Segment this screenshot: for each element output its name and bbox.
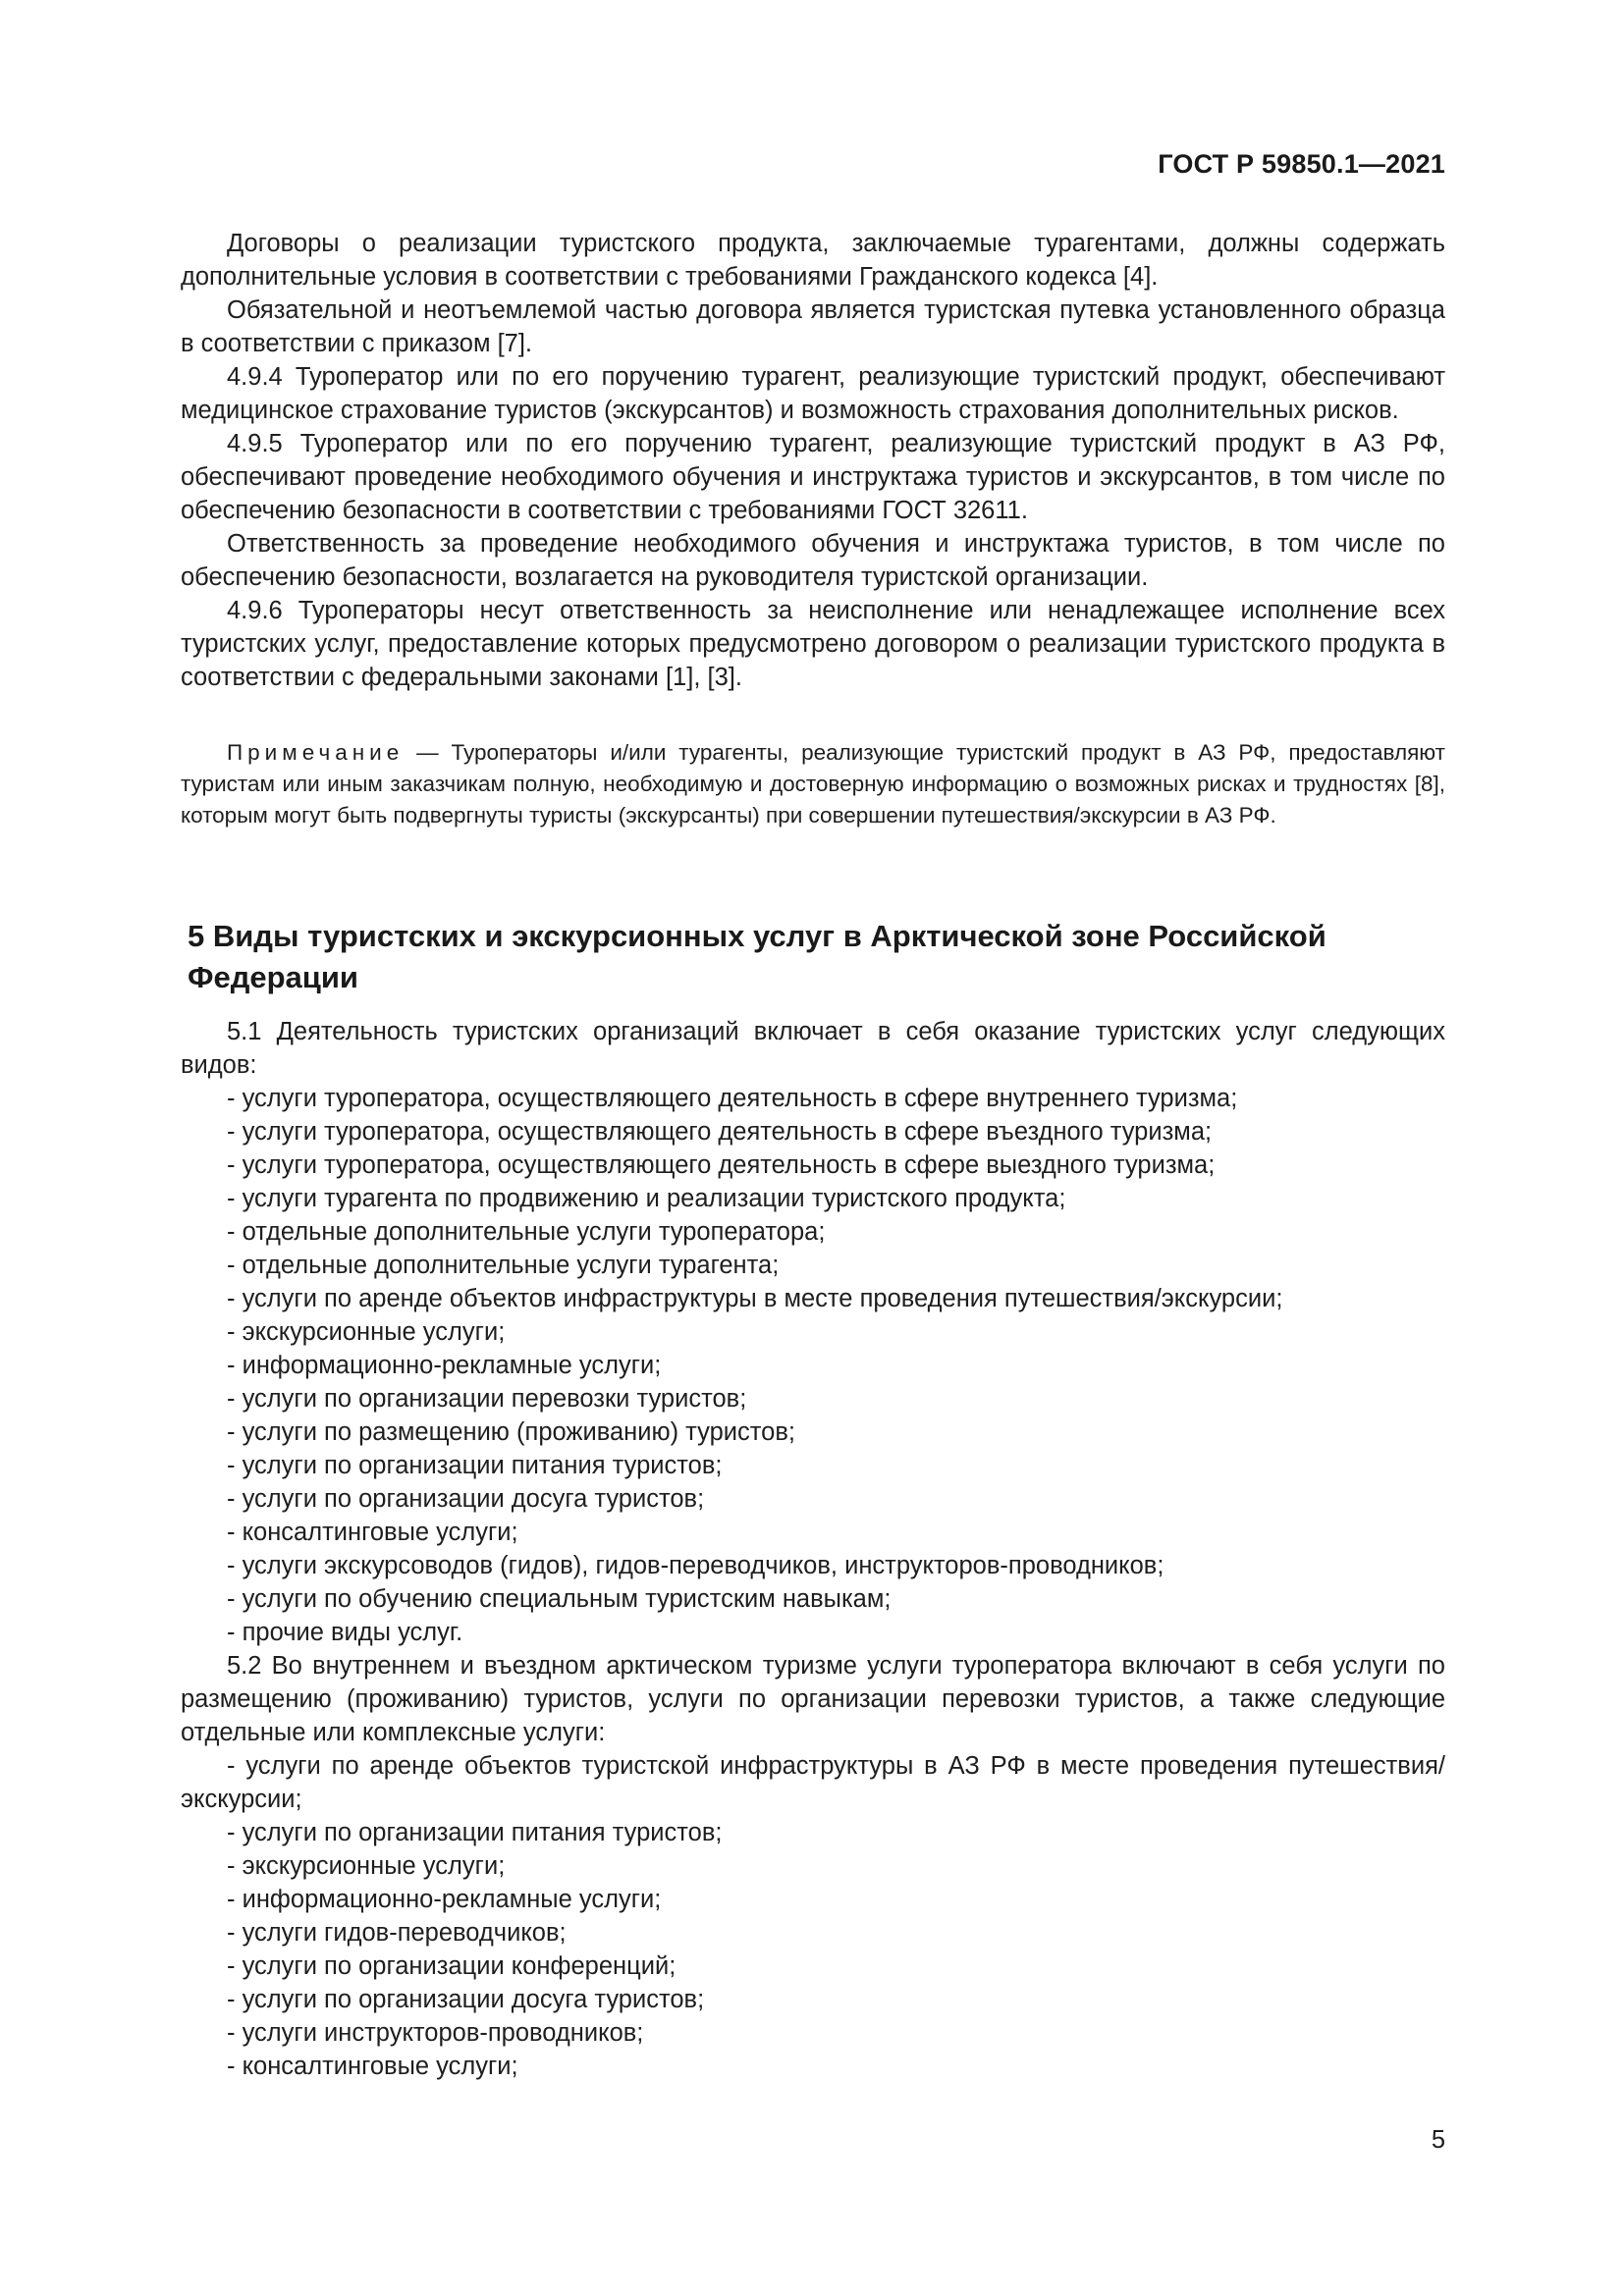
list-item: - услуги по организации перевозки туристов; <box>227 1385 747 1413</box>
list-item: - услуги по аренде объектов инфраструктуры в месте проведения путешествия/экскурсии; <box>227 1285 1283 1312</box>
section-5-body <box>181 1015 1445 2083</box>
note-text: — Туроператоры и/или турагенты, реализующие туристский продукт в АЗ РФ, предоставляют туристам или иным заказчикам полную, необходимую и достоверную информацию о возможных рисках и трудностях [8], которым могут быть подвергнуты туристы (экскурсанты) при совершении путешествия/экскурсии в АЗ РФ. <box>181 740 1445 828</box>
list-item: - услуги по организации досуга туристов; <box>227 1986 705 2013</box>
list-item: - услуги турагента по продвижению и реализации туристского продукта; <box>227 1185 1066 1212</box>
list-item: - услуги по аренде объектов туристской инфраструктуры в АЗ РФ в месте проведения путешествия/экскурсии; <box>181 1752 1445 1813</box>
list-item: - услуги по организации питания туристов; <box>227 1452 723 1479</box>
list-item: - услуги по организации досуга туристов; <box>227 1485 705 1513</box>
paragraph: 4.9.5 Туроператор или по его поручению турагент, реализующие туристский продукт в АЗ РФ, обеспечивают проведение необходимого обучения и инструктажа туристов и экскурсантов, в том числе по обеспечению безопасности в соответствии с требованиями ГОСТ 32611. <box>181 430 1445 524</box>
clause-4-9-text <box>181 227 1445 694</box>
list-item: - услуги по организации питания туристов; <box>227 1819 723 1846</box>
list-item: - услуги по организации конференций; <box>227 1952 677 1980</box>
list-item: - услуги туроператора, осуществляющего деятельность в сфере выездного туризма; <box>227 1151 1216 1179</box>
list-item: - отдельные дополнительные услуги туроператора; <box>227 1218 826 1246</box>
list-item: - экскурсионные услуги; <box>227 1852 506 1880</box>
paragraph: Ответственность за проведение необходимого обучения и инструктажа туристов, в том числе по обеспечению безопасности, возлагается на руководителя туристской организации. <box>181 530 1445 591</box>
list-item: - консалтинговые услуги; <box>227 2053 518 2080</box>
list-item: - услуги гидов-переводчиков; <box>227 1919 567 1947</box>
tour-operator-services-list <box>181 1749 1445 2083</box>
list-item: - услуги туроператора, осуществляющего деятельность в сфере внутреннего туризма; <box>227 1085 1238 1112</box>
list-item: - консалтинговые услуги; <box>227 1519 518 1546</box>
list-item: - отдельные дополнительные услуги турагента; <box>227 1252 780 1279</box>
section-heading: 5 Виды туристских и экскурсионных услуг в Арктической зоне Российской Федерации <box>188 919 1326 994</box>
page-number: 5 <box>1431 2126 1445 2154</box>
note-label: Примечание <box>227 740 405 765</box>
document-header: ГОСТ Р 59850.1—2021 <box>1158 149 1445 179</box>
list-item: - экскурсионные услуги; <box>227 1318 506 1346</box>
list-item: - услуги туроператора, осуществляющего деятельность в сфере въездного туризма; <box>227 1118 1213 1146</box>
paragraph: Договоры о реализации туристского продукта, заключаемые турагентами, должны содержать дополнительные условия в соответствии с требованиями Гражданского кодекса [4]. <box>181 230 1445 291</box>
list-item: - услуги по обучению специальным туристским навыкам; <box>227 1585 892 1613</box>
paragraph: 4.9.4 Туроператор или по его поручению турагент, реализующие туристский продукт, обеспечивают медицинское страхование туристов (экскурсантов) и возможность страхования дополнительных рисков. <box>181 363 1445 424</box>
list-item: - услуги инструкторов-проводников; <box>227 2019 644 2047</box>
list-item: - услуги по размещению (проживанию) туристов; <box>227 1418 795 1446</box>
paragraph-5-2: 5.2 Во внутреннем и въездном арктическом туризме услуги туроператора включают в себя услуги по размещению (проживанию) туристов, услуги по организации перевозки туристов, а также следующие отдельные или комплексные услуги: <box>181 1652 1445 1746</box>
paragraph: 4.9.6 Туроператоры несут ответственность за неисполнение или ненадлежащее исполнение всех туристских услуг, предоставление которых предусмотрено договором о реализации туристского продукта в соответствии с федеральными законами [1], [3]. <box>181 597 1445 691</box>
list-item: - информационно-рекламные услуги; <box>227 1886 662 1913</box>
note <box>181 737 1445 831</box>
list-item: - информационно-рекламные услуги; <box>227 1352 662 1379</box>
paragraph: Обязательной и неотъемлемой частью договора является туристская путевка установленного образца в соответствии с приказом [7]. <box>181 296 1445 357</box>
services-list <box>181 1082 1445 1649</box>
paragraph-5-1: 5.1 Деятельность туристских организаций включает в себя оказание туристских услуг следующих видов: <box>181 1018 1445 1079</box>
list-item: - прочие виды услуг. <box>227 1619 463 1646</box>
list-item: - услуги экскурсоводов (гидов), гидов-переводчиков, инструкторов-проводников; <box>227 1552 1164 1579</box>
